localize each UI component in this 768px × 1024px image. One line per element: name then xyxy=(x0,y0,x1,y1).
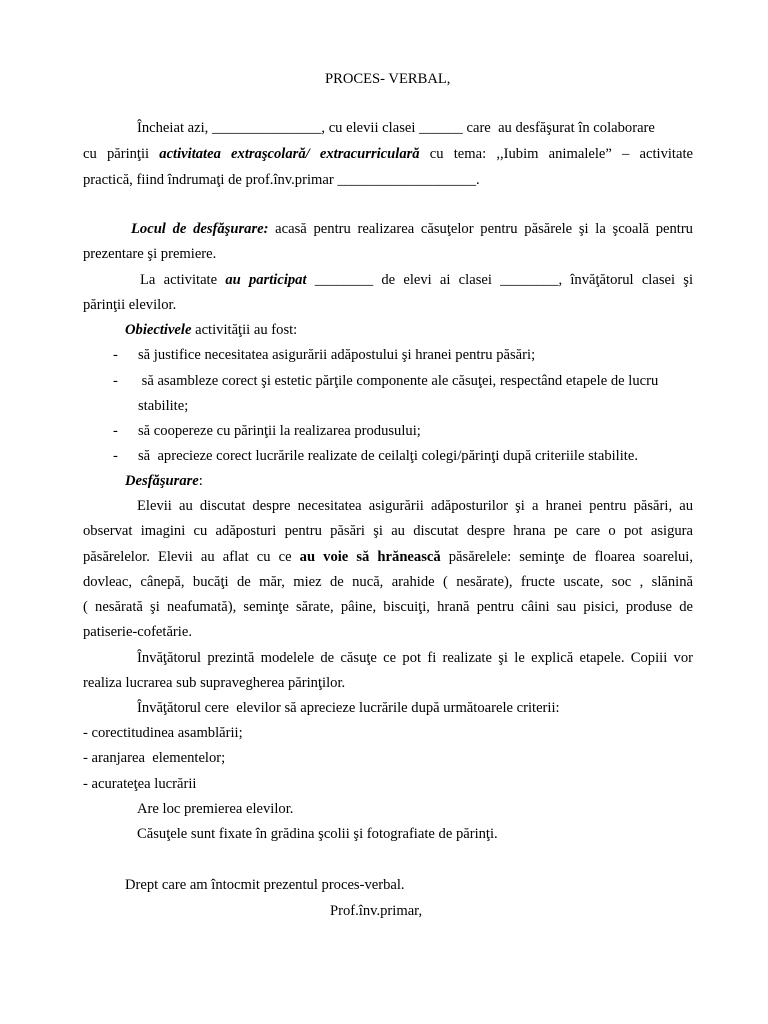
bullet-dash: - xyxy=(113,373,118,389)
intro-line-3: practică, fiind îndrumaţi de prof.înv.primar ___________________. xyxy=(83,172,480,188)
emphasis-text: au voie să hrănească xyxy=(299,549,441,565)
objective-item: să aprecieze corect lucrările realizate de ceilalţi colegi/părinţi după criteriile stabilite. xyxy=(138,448,638,464)
paragraph-line: realiza lucrarea sub supravegherea părinţilor. xyxy=(83,675,346,691)
paragraph-line: dovleac, cânepă, bucăţi de măr, miez de nucă, arahide ( nesărate), fructe uscate, soc , slănină xyxy=(83,574,693,590)
objective-item: să coopereze cu părinţii la realizarea produsului; xyxy=(138,423,421,439)
participants-line-1 xyxy=(140,271,693,289)
criteria-item: - acurateţea lucrării xyxy=(83,776,197,792)
page-title: PROCES- VERBAL, xyxy=(325,71,451,87)
criteria-item: - aranjarea elementelor; xyxy=(83,750,226,766)
paragraph-text: păsărelele: seminţe de floarea soarelui, xyxy=(440,549,693,565)
paragraph-line: Are loc premierea elevilor. xyxy=(137,801,294,817)
paragraph-line xyxy=(83,548,693,566)
paragraph-line: observat imagini cu adăposturi pentru păsări şi au discutat despre hrana pe care o pot asigura xyxy=(83,523,693,539)
participants-text: La activitate xyxy=(140,272,226,288)
paragraph-text: păsărelelor. Elevii au aflat cu ce xyxy=(83,549,300,565)
bullet-dash: - xyxy=(113,423,118,439)
activity-theme: cu tema: ,,Iubim animalele” – activitate xyxy=(419,146,693,162)
paragraph-line: Căsuţele sunt fixate în grădina şcolii şi fotografiate de părinţi. xyxy=(137,826,498,842)
location-line-1 xyxy=(131,220,693,238)
objective-item-continued: stabilite; xyxy=(138,398,189,414)
location-text: acasă pentru realizarea căsuţelor pentru păsărele şi la şcoală pentru xyxy=(268,221,693,237)
desfasurare-label: Desfăşurare xyxy=(125,473,199,489)
paragraph-line: Elevii au discutat despre necesitatea asigurării adăposturilor şi a hranei pentru păsări, au xyxy=(137,498,693,514)
participants-line-2: părinţii elevilor. xyxy=(83,297,177,313)
participants-label: au participat xyxy=(225,272,307,288)
paragraph-line: Învăţătorul prezintă modelele de căsuţe ce pot fi realizate şi le explică etapele. Copiii vor xyxy=(137,650,693,666)
closing-statement: Drept care am întocmit prezentul proces-verbal. xyxy=(125,877,405,893)
criteria-item: - corectitudinea asamblării; xyxy=(83,725,243,741)
desfasurare-colon: : xyxy=(198,473,203,489)
location-line-2: prezentare şi premiere. xyxy=(83,246,217,262)
location-label: Locul de desfăşurare: xyxy=(131,221,269,237)
signature-label: Prof.înv.primar, xyxy=(330,903,423,919)
bullet-dash: - xyxy=(113,347,118,363)
objective-item: să justifice necesitatea asigurării adăpostului şi hranei pentru păsări; xyxy=(138,347,536,363)
paragraph-line: Învăţătorul cere elevilor să aprecieze lucrările după următoarele criterii: xyxy=(137,700,560,716)
objectives-heading xyxy=(125,321,297,339)
intro-text: cu părinţii xyxy=(83,146,160,162)
objectives-text: activităţii au fost: xyxy=(191,322,298,338)
desfasurare-heading xyxy=(125,472,203,490)
objective-item: să asambleze corect şi estetic părţile componente ale căsuţei, respectând etapele de lucru xyxy=(138,373,659,389)
objectives-label: Obiectivele xyxy=(125,322,192,338)
intro-line-1: Încheiat azi, _______________, cu elevii clasei ______ care au desfăşurat în colaborare xyxy=(137,120,655,136)
participants-blanks: ________ de elevi ai clasei ________, învăţătorul clasei şi xyxy=(306,272,693,288)
paragraph-line: patiserie-cofetărie. xyxy=(83,624,192,640)
paragraph-line: ( nesărată şi neafumată), seminţe sărate, pâine, biscuiţi, hrană pentru câini sau pisici, produse de xyxy=(83,599,693,615)
intro-line-2 xyxy=(83,145,693,163)
activity-type: activitatea extraşcolară/ extracurriculară xyxy=(159,146,420,162)
bullet-dash: - xyxy=(113,448,118,464)
